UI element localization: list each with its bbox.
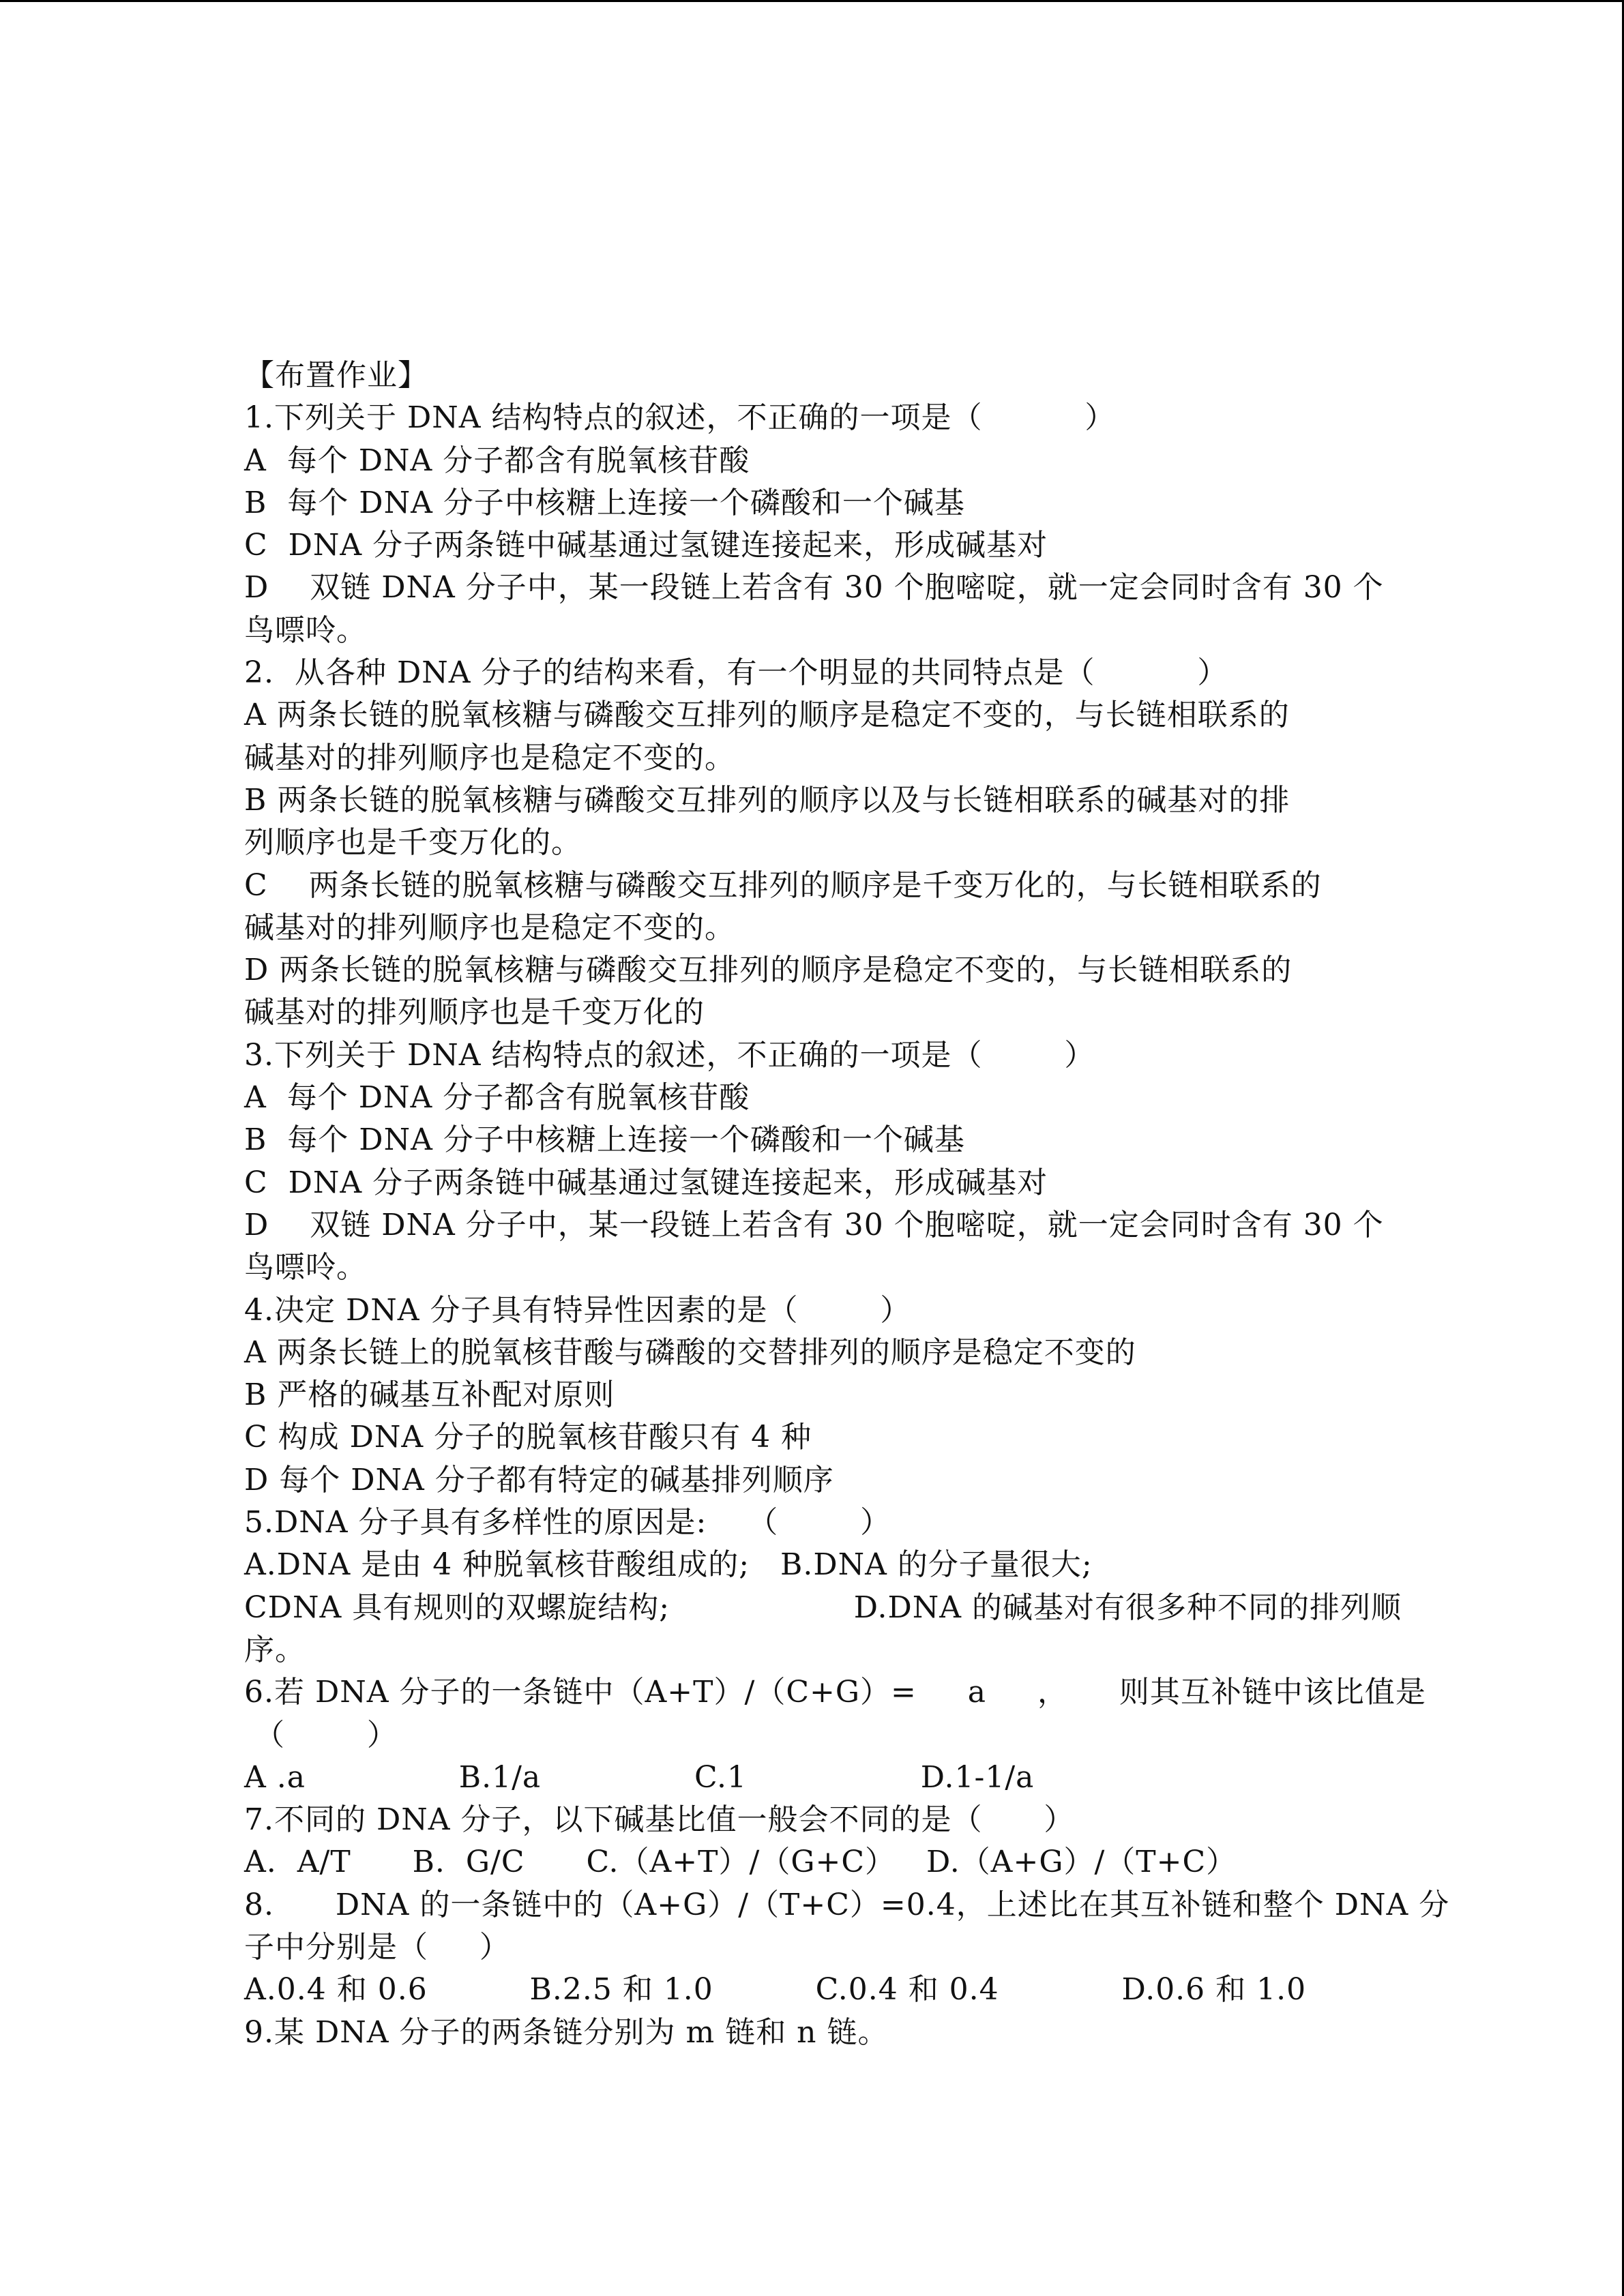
question-4-stem: 4.决定 DNA 分子具有特异性因素的是（ ） (244, 1292, 911, 1328)
question-1-option-a: A 每个 DNA 分子都含有脱氧核苷酸 (244, 443, 750, 478)
question-8-stem-cont: 子中分别是（ ） (244, 1929, 510, 1965)
question-2-stem: 2. 从各种 DNA 分子的结构来看，有一个明显的共同特点是（ ） (244, 655, 1228, 691)
question-7-stem: 7.不同的 DNA 分子，以下碱基比值一般会不同的是（ ） (244, 1802, 1075, 1838)
question-4-option-a: A 两条长链上的脱氧核苷酸与磷酸的交替排列的顺序是稳定不变的 (244, 1335, 1136, 1370)
question-2-option-c: C 两条长链的脱氧核糖与磷酸交互排列的顺序是千变万化的，与长链相联系的 (244, 867, 1322, 903)
question-4-option-c: C 构成 DNA 分子的脱氧核苷酸只有 4 种 (244, 1420, 812, 1455)
question-8-options: A.0.4 和 0.6 B.2.5 和 1.0 C.0.4 和 0.4 D.0.6 和 1.0 (244, 1972, 1307, 2008)
question-9-stem: 9.某 DNA 分子的两条链分别为 m 链和 n 链。 (244, 2014, 889, 2050)
question-4-option-d: D 每个 DNA 分子都有特定的碱基排列顺序 (244, 1462, 834, 1497)
question-2-option-d-cont: 碱基对的排列顺序也是千变万化的 (244, 995, 705, 1030)
question-1-option-b: B 每个 DNA 分子中核糖上连接一个磷酸和一个碱基 (244, 485, 965, 520)
question-1-option-c: C DNA 分子两条链中碱基通过氢键连接起来，形成碱基对 (244, 528, 1048, 563)
question-3-stem: 3.下列关于 DNA 结构特点的叙述，不正确的一项是（ ） (244, 1037, 1095, 1073)
question-3-option-a: A 每个 DNA 分子都含有脱氧核苷酸 (244, 1080, 750, 1116)
question-5-stem: 5.DNA 分子具有多样性的原因是: （ ） (244, 1505, 891, 1540)
question-2-option-a: A 两条长链的脱氧核糖与磷酸交互排列的顺序是稳定不变的，与长链相联系的 (244, 698, 1290, 733)
question-3-option-d-cont: 鸟嘌呤。 (244, 1250, 367, 1285)
question-2-option-a-cont: 碱基对的排列顺序也是稳定不变的。 (244, 740, 735, 775)
question-3-option-d: D 双链 DNA 分子中，某一段链上若含有 30 个胞嘧啶，就一定会同时含有 30 个 (244, 1207, 1384, 1242)
question-6-options: A .a B.1/a C.1 D.1-1/a (244, 1759, 1035, 1795)
question-1-option-d: D 双链 DNA 分子中，某一段链上若含有 30 个胞嘧啶，就一定会同时含有 30 个 (244, 570, 1384, 606)
section-heading: 【布置作业】 (244, 358, 428, 393)
page-border-top (0, 0, 1624, 2)
question-1-stem: 1.下列关于 DNA 结构特点的叙述，不正确的一项是（ ） (244, 400, 1116, 436)
question-6-stem-cont: （ ） (244, 1717, 398, 1753)
question-5-options-ab: A.DNA 是由 4 种脱氧核苷酸组成的; B.DNA 的分子量很大; (244, 1547, 1093, 1583)
question-3-option-c: C DNA 分子两条链中碱基通过氢键连接起来，形成碱基对 (244, 1165, 1048, 1200)
question-2-option-c-cont: 碱基对的排列顺序也是稳定不变的。 (244, 910, 735, 945)
question-2-option-d: D 两条长链的脱氧核糖与磷酸交互排列的顺序是稳定不变的，与长链相联系的 (244, 953, 1293, 988)
question-7-options: A. A/T B. G/C C.（A+T）/（G+C） D.（A+G）/（T+C） (244, 1845, 1237, 1880)
question-2-option-b-cont: 列顺序也是千变万化的。 (244, 825, 582, 861)
question-4-option-b: B 严格的碱基互补配对原则 (244, 1377, 615, 1413)
question-5-options-cd: CDNA 具有规则的双螺旋结构; D.DNA 的碱基对有很多种不同的排列顺 (244, 1590, 1402, 1625)
question-8-stem: 8. DNA 的一条链中的（A+G）/（T+C）=0.4，上述比在其互补链和整个 DNA 分 (244, 1887, 1450, 1922)
question-1-option-d-cont: 鸟嘌呤。 (244, 612, 367, 648)
question-3-option-b: B 每个 DNA 分子中核糖上连接一个磷酸和一个碱基 (244, 1122, 965, 1158)
document-page (244, 355, 1450, 2054)
question-2-option-b: B 两条长链的脱氧核糖与磷酸交互排列的顺序以及与长链相联系的碱基对的排 (244, 782, 1290, 818)
question-5-options-cd-cont: 序。 (244, 1632, 306, 1667)
question-6-stem: 6.若 DNA 分子的一条链中（A+T）/（C+G）= a ， 则其互补链中该比值是 (244, 1675, 1426, 1710)
